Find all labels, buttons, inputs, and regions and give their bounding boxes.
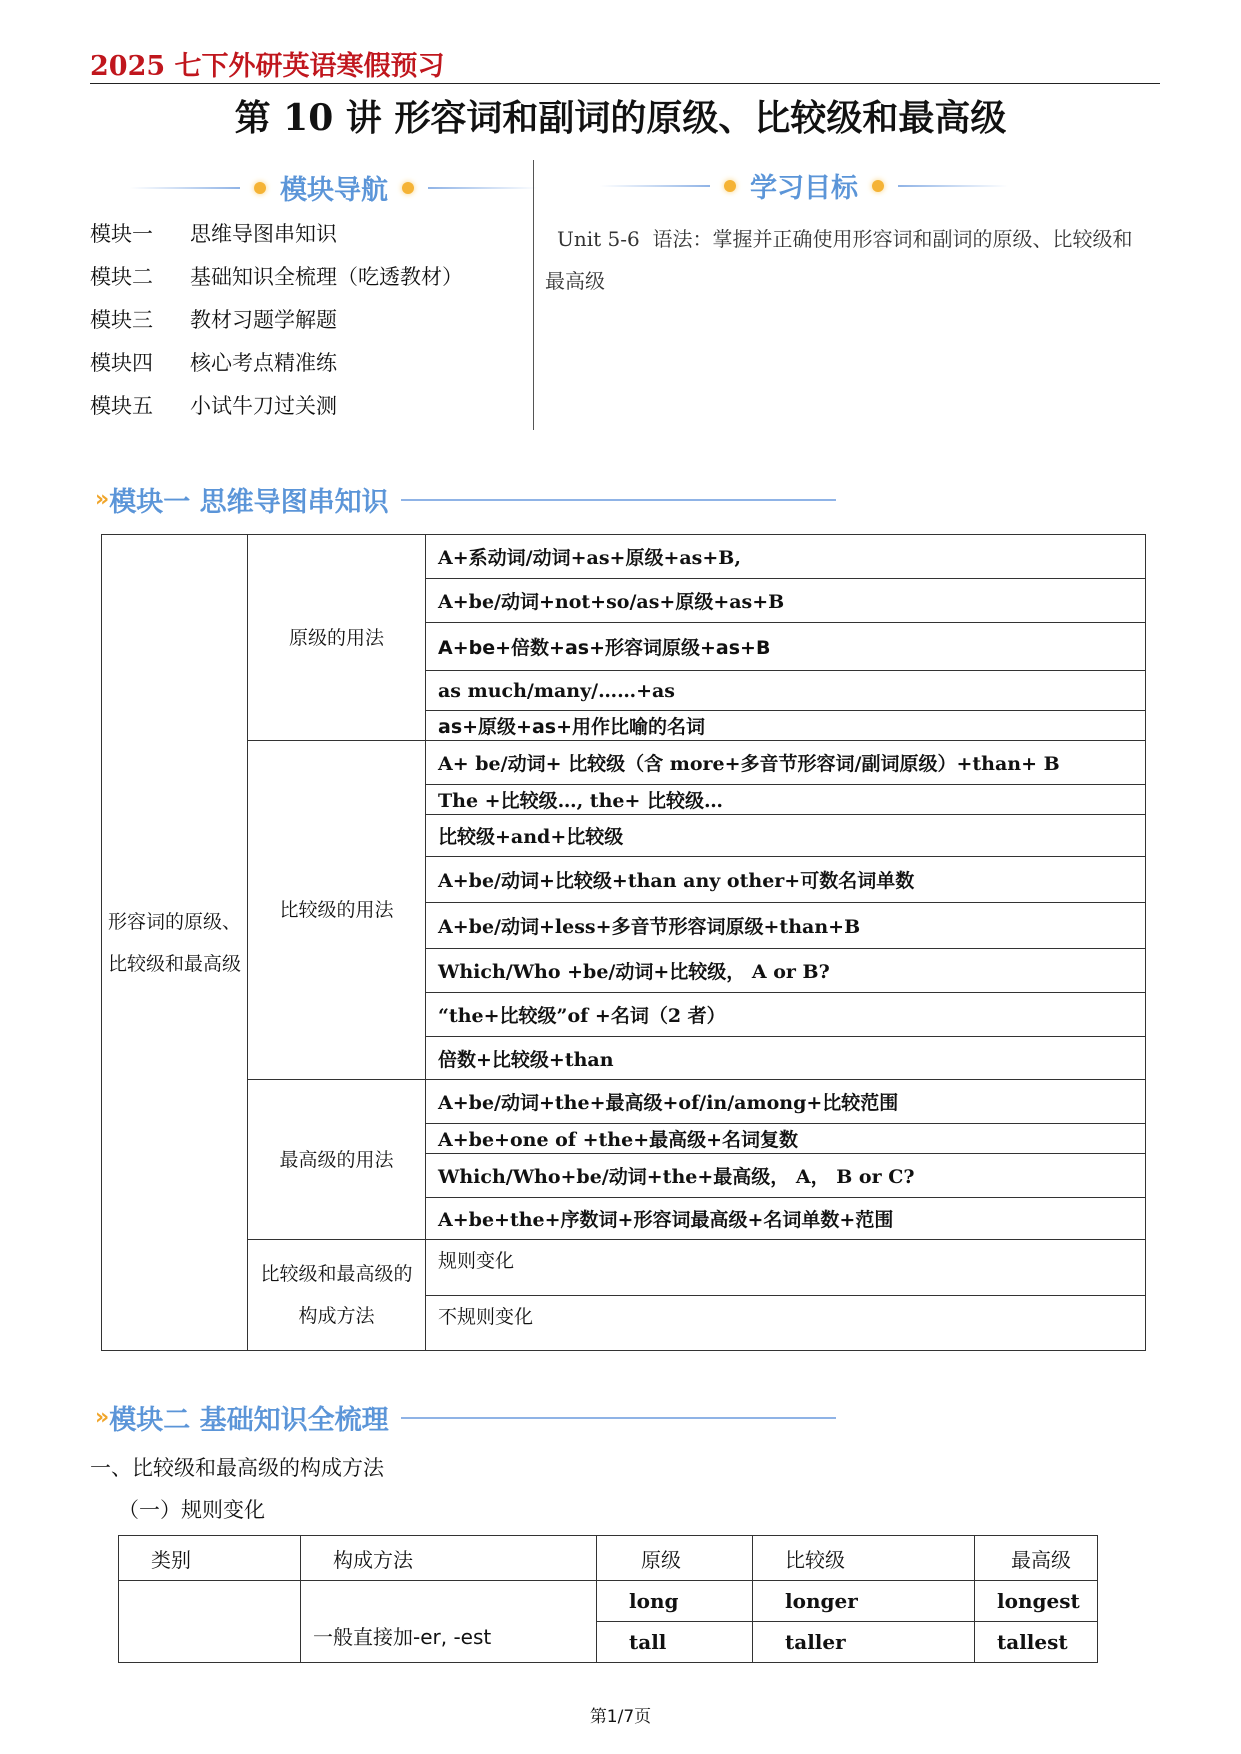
decor-dot-icon [254, 182, 266, 194]
module-nav-heading [130, 168, 538, 207]
table-row: 倍数+比较级+than [426, 1037, 1146, 1080]
decor-line [130, 187, 240, 189]
module-list-item[interactable] [90, 218, 337, 248]
group-label: 比较级和最高级的构成方法 [248, 1240, 426, 1351]
decor-line [428, 187, 538, 189]
table-row: 比较级+and+比较级 [426, 815, 1146, 857]
table-cell: tall [597, 1622, 753, 1663]
module-label: 基础知识全梳理（吃透教材） [190, 265, 463, 289]
table-row: A+be+倍数+as+形容词原级+as+B [426, 623, 1146, 671]
module-label: 核心考点精准练 [190, 351, 337, 375]
table-row: 规则变化 [426, 1240, 1146, 1296]
goal-unit: Unit 5-6 [557, 227, 640, 251]
table-row: A+be+one of +the+最高级+名词复数 [426, 1124, 1146, 1154]
column-divider [533, 160, 534, 430]
header-rule [90, 83, 1160, 84]
module-list-item[interactable] [90, 304, 337, 334]
learning-goals-heading-text: 学习目标 [750, 173, 858, 204]
chevron-icon: » [95, 487, 104, 512]
decor-dot-icon [402, 182, 414, 194]
table-row: “the+比较级”of +名词（2 者） [426, 993, 1146, 1037]
table-row: as much/many/……+as [426, 671, 1146, 711]
module-label: 思维导图串知识 [190, 222, 337, 246]
regular-change-table [118, 1535, 1098, 1663]
module-key: 模块三 [90, 308, 153, 332]
module1-heading-text: 模块一 思维导图串知识 [109, 487, 389, 518]
group-label: 最高级的用法 [248, 1080, 426, 1240]
mind-map-root: 形容词的原级、比较级和最高级 [102, 535, 248, 1351]
table-cell: longest [975, 1581, 1098, 1622]
decor-dot-icon [872, 180, 884, 192]
table-header: 原级 [597, 1536, 753, 1581]
table-row: Which/Who+be/动词+the+最高级， A， B or C? [426, 1154, 1146, 1198]
table-header: 比较级 [753, 1536, 975, 1581]
table-header: 类别 [119, 1536, 301, 1581]
module-key: 模块五 [90, 394, 153, 418]
group-label: 比较级的用法 [248, 741, 426, 1080]
section-heading: 一、比较级和最高级的构成方法 [90, 1456, 384, 1480]
module-list-item[interactable] [90, 261, 463, 291]
table-cell: 一般直接加-er, -est [301, 1581, 597, 1663]
table-row: A+系动词/动词+as+原级+as+B, [426, 535, 1146, 579]
table-row: A+be/动词+比较级+than any other+可数名词单数 [426, 857, 1146, 903]
subsection-heading: （一）规则变化 [118, 1498, 265, 1522]
module-label: 教材习题学解题 [190, 308, 337, 332]
table-cell: longer [753, 1581, 975, 1622]
module-key: 模块四 [90, 351, 153, 375]
table-row: A+be+the+序数词+形容词最高级+名词单数+范围 [426, 1198, 1146, 1240]
heading-rule [401, 1417, 836, 1419]
table-row: A+ be/动词+ 比较级（含 more+多音节形容词/副词原级）+than+ B [426, 741, 1146, 785]
table-row: A+be/动词+less+多音节形容词原级+than+B [426, 903, 1146, 949]
decor-line [600, 185, 710, 187]
module-list-item[interactable] [90, 390, 337, 420]
table-cell: taller [753, 1622, 975, 1663]
module-label: 小试牛刀过关测 [190, 394, 337, 418]
table-row: Which/Who +be/动词+比较级， A or B? [426, 949, 1146, 993]
goal-description: 语法：掌握并正确使用形容词和副词的原级、比较级和最高级 [545, 227, 1133, 293]
header-label: 2025 七下外研英语寒假预习 [90, 51, 445, 82]
decor-dot-icon [724, 180, 736, 192]
module-key: 模块二 [90, 265, 153, 289]
module2-heading-text: 模块二 基础知识全梳理 [109, 1405, 389, 1436]
heading-rule [401, 499, 836, 501]
module1-heading [95, 480, 836, 519]
table-row: 不规则变化 [426, 1296, 1146, 1351]
table-header: 最高级 [975, 1536, 1098, 1581]
page-number: 第1/7页 [589, 1707, 652, 1727]
table-cell: long [597, 1581, 753, 1622]
table-row: as+原级+as+用作比喻的名词 [426, 711, 1146, 741]
table-cell [119, 1581, 301, 1663]
learning-goal-text [545, 218, 1145, 302]
page-title: 第 10 讲 形容词和副词的原级、比较级和最高级 [234, 97, 1007, 139]
learning-goals-heading [600, 166, 1008, 205]
decor-line [898, 185, 1008, 187]
mind-map-table [101, 534, 1146, 1351]
table-row: The +比较级…, the+ 比较级… [426, 785, 1146, 815]
module-key: 模块一 [90, 222, 153, 246]
module2-heading [95, 1398, 836, 1437]
group-label: 原级的用法 [248, 535, 426, 741]
chevron-icon: » [95, 1405, 104, 1430]
table-cell: tallest [975, 1622, 1098, 1663]
table-row: A+be/动词+not+so/as+原级+as+B [426, 579, 1146, 623]
module-list-item[interactable] [90, 347, 337, 377]
table-row: A+be/动词+the+最高级+of/in/among+比较范围 [426, 1080, 1146, 1124]
module-nav-heading-text: 模块导航 [280, 175, 388, 206]
table-header: 构成方法 [301, 1536, 597, 1581]
